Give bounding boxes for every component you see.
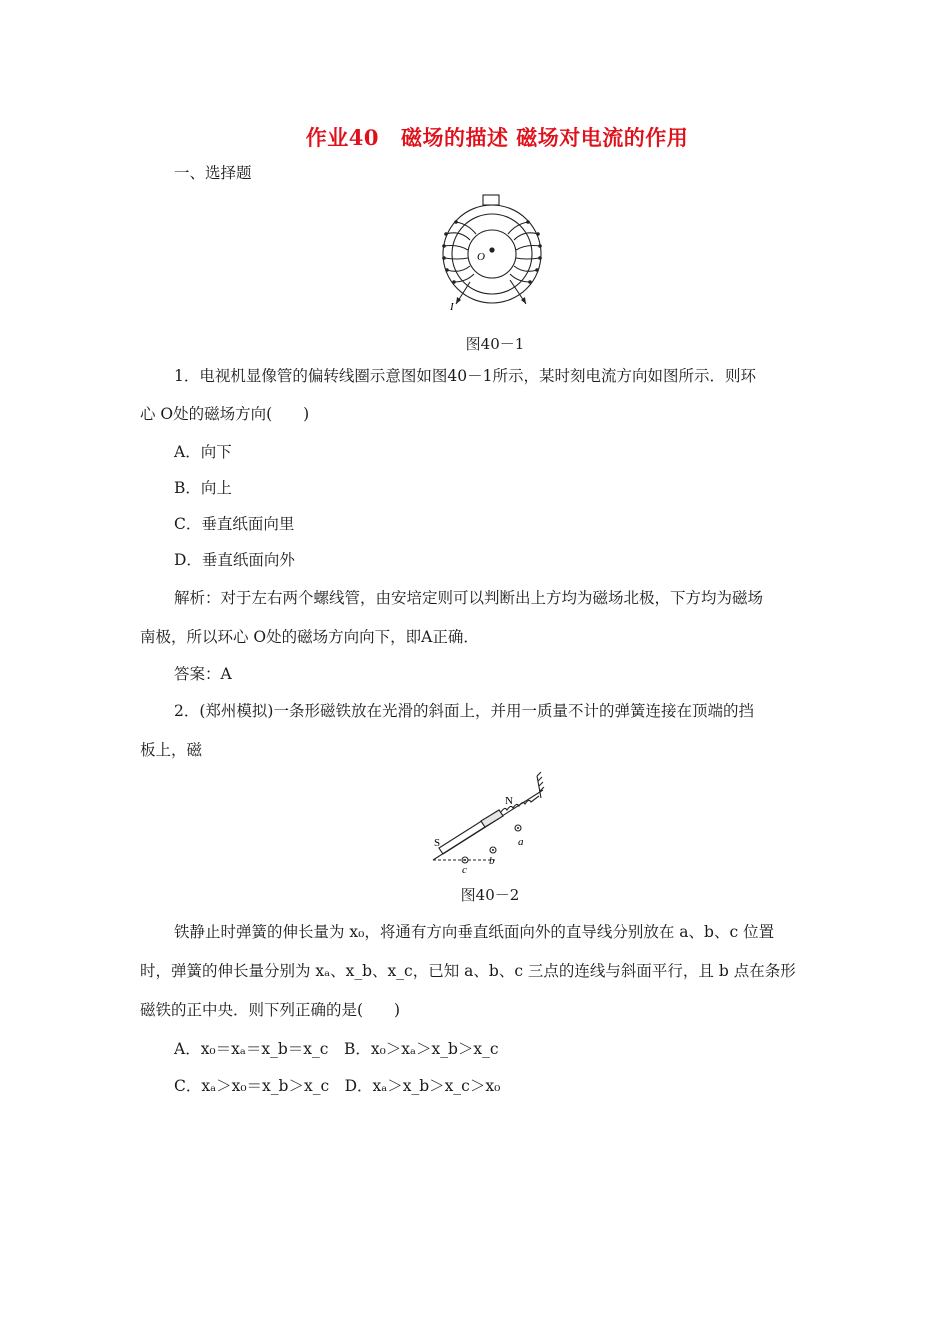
title-part1: 作业40 bbox=[305, 125, 379, 150]
title-part2: 磁场的描述 磁场对电流的作用 bbox=[400, 125, 689, 150]
fig2-label-n: N bbox=[505, 795, 513, 807]
fig2-label-c: c bbox=[462, 864, 467, 876]
q2-line5: 磁铁的正中央．则下列正确的是( ) bbox=[140, 1001, 401, 1019]
q2-options-cd: C．xₐ＞x₀＝x_b＞x_c D．xₐ＞x_b＞x_c＞x₀ bbox=[174, 1077, 501, 1095]
q1-analysis-line2: 南极，所以环心 O处的磁场方向向下，即A正确． bbox=[140, 628, 479, 646]
page-title bbox=[0, 122, 950, 152]
q2-line1: 2．(郑州模拟)一条形磁铁放在光滑的斜面上，并用一质量不计的弹簧连接在顶端的挡 bbox=[174, 702, 754, 720]
q1-option-a: A．向下 bbox=[174, 443, 232, 461]
q2-line4: 时，弹簧的伸长量分别为 xₐ、x_b、x_c，已知 a、b、c 三点的连线与斜面平行，且 b 点在条形 bbox=[140, 962, 796, 980]
q2-line3: 铁静止时弹簧的伸长量为 x₀，将通有方向垂直纸面向外的直导线分别放在 a、b、c 位置 bbox=[174, 923, 775, 941]
q2-options-ab: A．x₀＝xₐ＝x_b＝x_c B．x₀＞xₐ＞x_b＞x_c bbox=[174, 1040, 499, 1058]
q1-line2: 心 O处的磁场方向( ) bbox=[140, 405, 310, 423]
fig1-label-o: O bbox=[477, 251, 485, 263]
figure-40-1 bbox=[430, 190, 560, 315]
q1-analysis-line1: 解析：对于左右两个螺线管，由安培定则可以判断出上方均为磁场北极，下方均为磁场 bbox=[174, 589, 764, 607]
fig2-caption: 图40－2 bbox=[460, 886, 520, 904]
fig2-label-b: b bbox=[489, 855, 495, 867]
fig2-label-s: S bbox=[434, 837, 441, 849]
q1-option-c: C．垂直纸面向里 bbox=[174, 515, 295, 533]
q1-answer: 答案：A bbox=[174, 665, 232, 683]
fig1-label-i: I bbox=[450, 301, 454, 313]
section-heading: 一、选择题 bbox=[174, 164, 252, 182]
q1-line1: 1．电视机显像管的偏转线圈示意图如图40－1所示，某时刻电流方向如图所示．则环 bbox=[174, 367, 756, 385]
q1-option-d: D．垂直纸面向外 bbox=[174, 551, 295, 569]
figure-40-2 bbox=[425, 768, 555, 880]
fig1-caption: 图40－1 bbox=[465, 335, 525, 353]
q2-line2: 板上，磁 bbox=[140, 741, 203, 759]
q1-option-b: B．向上 bbox=[174, 479, 232, 497]
fig2-label-a: a bbox=[518, 836, 524, 848]
